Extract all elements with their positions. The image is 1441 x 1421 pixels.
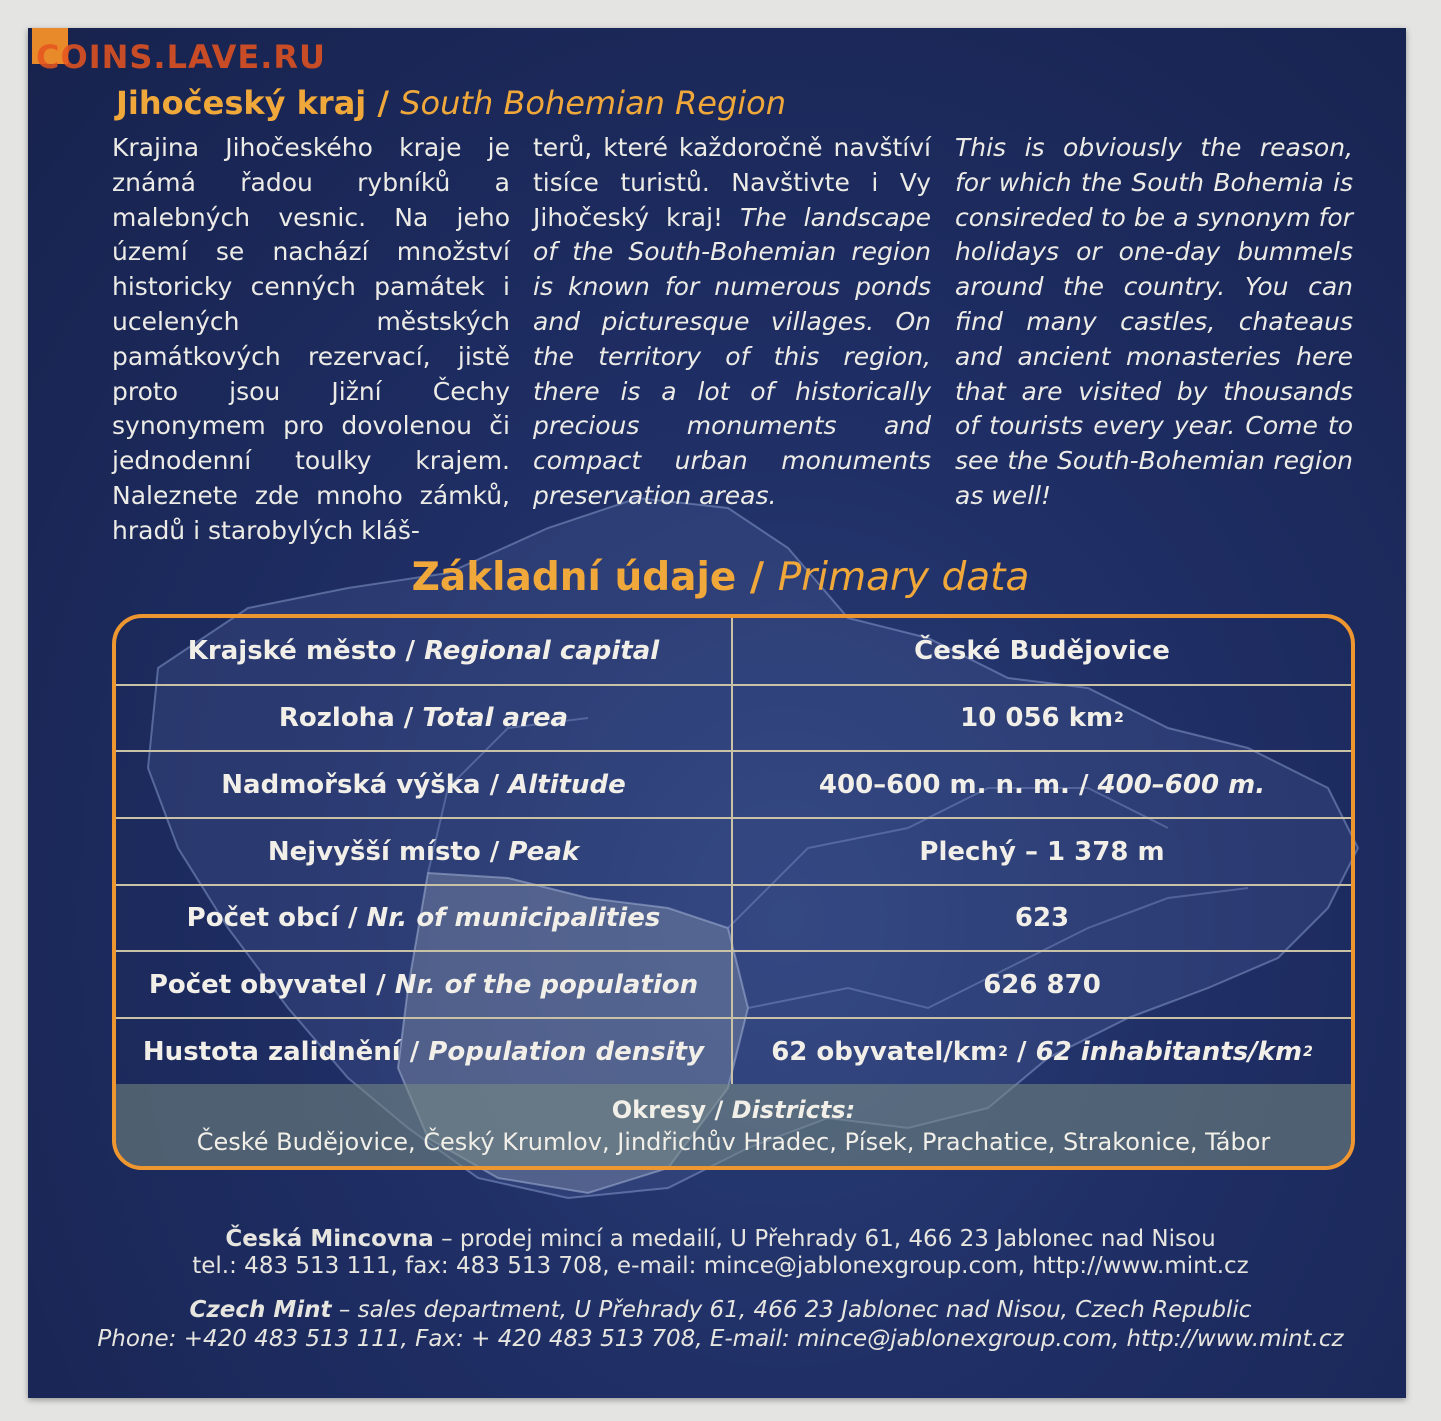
footer-cz-line-2: tel.: 483 513 111, fax: 483 513 708, e-mail: mince@jablonexgroup.com, http://www.mint.cz <box>192 1253 1249 1279</box>
row-label: Krajské město / Regional capital <box>116 618 733 684</box>
watermark-text: COINS.LAVE.RU <box>36 38 326 76</box>
text-column-3: This is obviously the reason, for which the South Bohemia is consireded to be a synonym for holidays or one-day bummels around the country. You can find many castles, chateaus and ancient monasteries here that are visited by thousands of tourists every year. Come to see the South-Bohemian region as well! <box>955 133 1353 510</box>
primary-data-table <box>112 614 1355 1170</box>
row-label: Počet obcí / Nr. of municipalities <box>116 886 733 950</box>
table-row <box>116 618 1351 686</box>
row-label: Počet obyvatel / Nr. of the population <box>116 952 733 1017</box>
text-column-2-en: The landscape of the South-Bohemian region is known for numerous ponds and picturesque villages. On the territory of this region, there is a lot of historically precious monuments and compact urban monuments preservation areas. <box>533 202 932 510</box>
primary-title-en: Primary data <box>777 555 1030 600</box>
row-label: Nadmořská výška / Altitude <box>116 752 733 817</box>
row-value: 62 obyvatel/km 2 / 62 inhabitants/km 2 <box>771 1036 1313 1067</box>
text-column-2-cz: terů, které každoročně navštíví tisíce turistů. Navštivte i Vy Jihočeský kraj! <box>533 133 931 232</box>
row-value: 626 870 <box>983 969 1101 1000</box>
title-separator: / <box>366 84 401 122</box>
primary-title-cz: Základní údaje <box>411 555 737 600</box>
title-en: South Bohemian Region <box>400 84 787 122</box>
table-row <box>116 952 1351 1019</box>
row-value: 623 <box>1014 903 1070 933</box>
primary-data-title <box>0 555 1441 600</box>
table-row <box>116 886 1351 952</box>
text-column-2 <box>533 131 931 514</box>
row-value: České Budějovice <box>914 636 1170 666</box>
row-label: Hustota zalidnění / Population density <box>116 1019 733 1084</box>
page-title <box>116 84 786 122</box>
districts-list: České Budějovice, Český Krumlov, Jindřichův Hradec, Písek, Prachatice, Strakonice, Tábor <box>196 1128 1271 1156</box>
row-label: Rozloha / Total area <box>116 686 733 750</box>
row-label: Nejvyšší místo / Peak <box>116 819 733 884</box>
footer-en-line-1: Czech Mint – sales department, U Přehrady 61, 466 23 Jablonec nad Nisou, Czech Republic <box>189 1297 1252 1323</box>
table-row <box>116 819 1351 886</box>
title-cz: Jihočeský kraj <box>116 84 367 122</box>
table-row <box>116 1019 1351 1084</box>
table-row <box>116 686 1351 752</box>
row-value: 400–600 m. n. m. / 400–600 m. <box>818 769 1266 800</box>
primary-title-separator: / <box>736 555 778 600</box>
districts-label: Okresy / Districts: <box>611 1096 856 1124</box>
table-row <box>116 752 1351 819</box>
row-value: Plechý – 1 378 m <box>919 836 1165 867</box>
text-column-1: Krajina Jihočeského kraje je známá řadou rybníků a malebných vesnic. Na jeho území se nachází množství historicky cenných památek i ucelených městských památkových rezervací, jistě proto jsou Jižní Čechy synonymem pro dovolenou či jednodenní toulky krajem. Naleznete zde mnoho zámků, hradů i starobylých kláš- <box>112 133 510 545</box>
districts-section <box>116 1084 1351 1170</box>
footer-cz-line-1: Česká Mincovna – prodej mincí a medailí, U Přehrady 61, 466 23 Jablonec nad Nisou <box>225 1226 1216 1252</box>
footer-en-line-2: Phone: +420 483 513 111, Fax: + 420 483 513 708, E-mail: mince@jablonexgroup.com, http://www.mint.cz <box>97 1326 1344 1352</box>
row-value: 10 056 km 2 <box>960 703 1124 733</box>
